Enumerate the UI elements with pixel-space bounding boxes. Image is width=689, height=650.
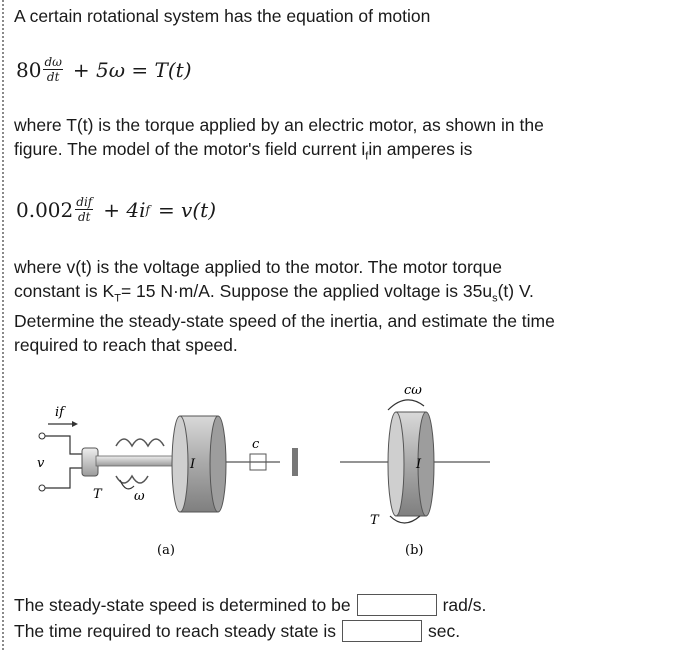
wire-bottom [45,468,84,488]
torque-arc-b [390,516,420,523]
eq2-rest-sub: f [145,202,150,217]
para3-line2 [14,279,534,311]
eq2-coefficient: 0.002 [16,197,74,222]
inertia-back-a [210,416,226,512]
steady-state-time-input[interactable] [342,620,422,642]
terminal-bottom [39,485,45,491]
para3-line2-b: = 15 N·m/A. Suppose the applied voltage is 35u [120,281,493,301]
eq1-fraction [43,56,62,83]
label-v: v [37,456,45,471]
eq2-rest-end: = v(t) [157,197,216,222]
para2-line1: where T(t) is the torque applied by an electric motor, as shown in the [14,115,544,135]
para2-line2-text: figure. The model of the motor's field current i [14,139,366,159]
q1-prefix: The steady-state speed is determined to be [14,594,351,615]
para2-line2-end: in amperes is [368,139,473,159]
wall [292,448,298,476]
field-current-equation [16,196,216,223]
inertia-face-b [388,412,404,516]
para3-line2-a: constant is K [14,281,115,301]
eq1-coefficient: 80 [16,57,42,82]
eq2-frac-num: dif [76,195,93,209]
label-T-a: T [93,487,102,502]
eq2-fraction [75,196,93,223]
intro-text: A certain rotational system has the equation of motion [14,6,431,26]
label-if: if [55,405,64,420]
label-cw: cω [404,383,422,398]
label-I-a: I [190,457,196,472]
label-b: (b) [405,543,424,558]
figure-a [37,405,298,558]
para3-line3: Determine the steady-state speed of the inertia, and estimate the time [14,311,555,331]
para3-line2-sub2: s [492,292,498,305]
para3-line1: where v(t) is the voltage applied to the motor. The motor torque [14,257,502,277]
equation-of-motion [16,56,192,83]
para3-line2-sub: T [114,292,121,305]
motor-inertia-figure [20,372,500,562]
label-T-b: T [370,513,379,528]
answer-row-speed [14,594,486,616]
spring-coil-top [116,439,164,446]
eq2-frac-den: dt [77,210,91,224]
label-I-b: I [416,457,422,472]
eq2-rest: + 4i [103,197,146,222]
eq1-rest: + 5ω = T(t) [72,57,192,82]
inertia-face-a [172,416,188,512]
para3-line4: required to reach that speed. [14,335,238,355]
label-a: (a) [157,543,175,558]
label-omega: ω [134,489,145,504]
para2-sub: f [365,150,369,163]
terminal-top [39,433,45,439]
current-arrowhead [72,421,78,427]
figure-b [340,383,490,558]
eq1-frac-den: dt [46,70,60,84]
answer-row-time [14,620,460,642]
damping-arc-b [388,400,424,410]
wire-top [45,436,84,454]
q2-prefix: The time required to reach steady state is [14,620,336,641]
para3-line2-c: (t) V. [497,281,534,301]
q1-unit: rad/s. [442,594,487,615]
label-c: c [252,437,260,452]
eq1-frac-num: dω [44,55,62,69]
steady-state-speed-input[interactable] [357,594,437,616]
left-dotted-border [2,0,4,650]
para2-line2 [14,137,472,169]
q2-unit: sec. [427,620,461,641]
